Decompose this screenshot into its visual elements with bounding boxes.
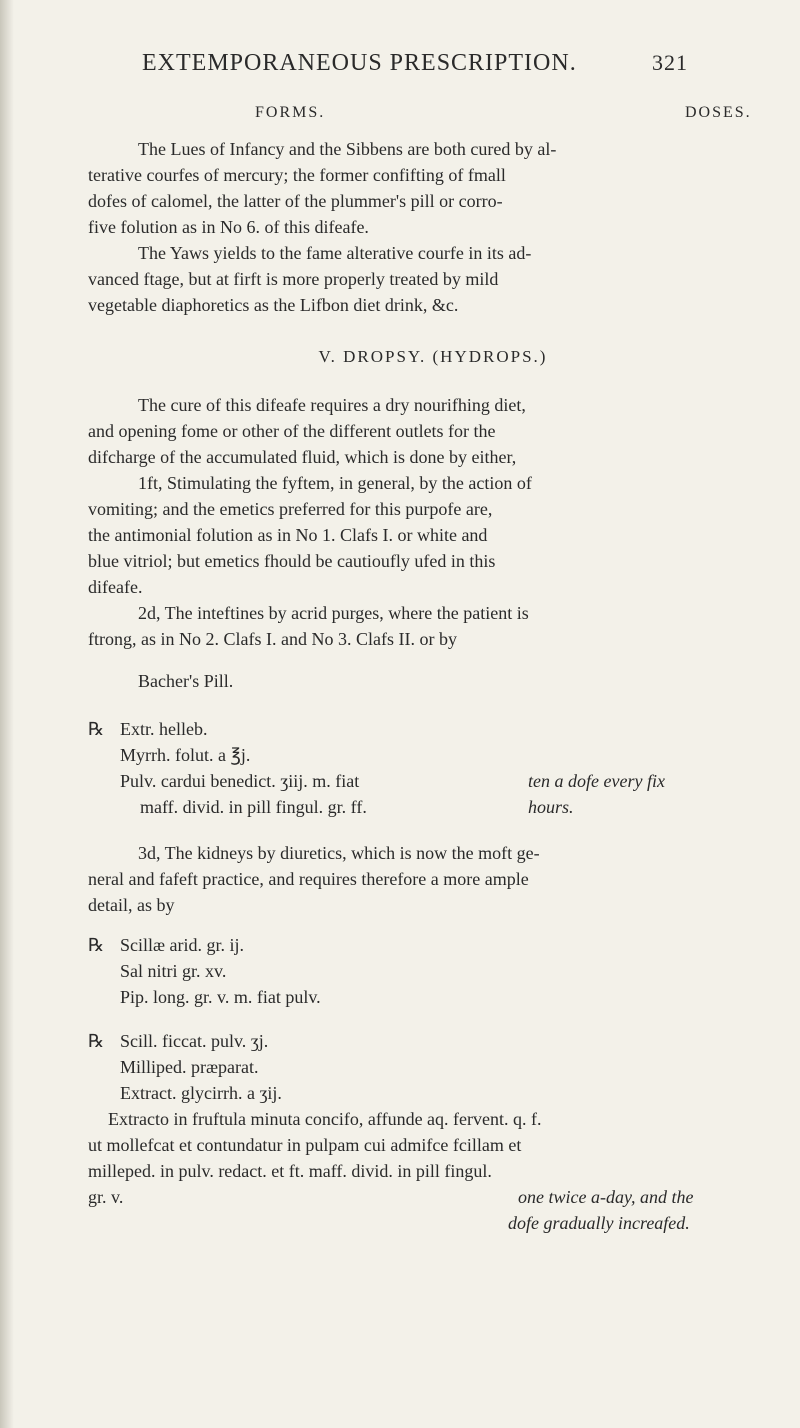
recipe-line: milleped. in pulv. redact. et ft. maff. divid. in pill fingul.: [88, 1161, 492, 1181]
paragraph-line: 2d, The inteftines by acrid purges, where the patient is: [138, 603, 529, 623]
recipe-line: Myrrh. folut. a ℥j.: [120, 745, 251, 765]
section-title: V. DROPSY. (HYDROPS.): [318, 347, 548, 366]
recipe-line: maff. divid. in pill fingul. gr. ff.: [140, 797, 367, 817]
paragraph-line: The Yaws yields to the fame alterative courfe in its ad-: [138, 243, 532, 263]
paragraph-line: ftrong, as in No 2. Clafs I. and No 3. Clafs II. or by: [88, 629, 457, 649]
paragraph-line: and opening fome or other of the different outlets for the: [88, 421, 496, 441]
recipe-symbol: ℞: [88, 719, 105, 739]
recipe-line: Scillæ arid. gr. ij.: [120, 935, 244, 955]
recipe-line: gr. v.: [88, 1187, 124, 1207]
paragraph-line: 1ft, Stimulating the fyftem, in general, by the action of: [138, 473, 532, 493]
bachers-pill-label: Bacher's Pill.: [138, 671, 234, 691]
dose-note: dofe gradually increafed.: [508, 1213, 690, 1233]
body-text: [88, 136, 778, 1233]
recipe-line: Scill. ficcat. pulv. ʒj.: [120, 1031, 269, 1051]
forms-heading: FORMS.: [255, 104, 326, 121]
dose-note: one twice a-day, and the: [518, 1187, 694, 1207]
paragraph-line: neral and fafeft practice, and requires therefore a more ample: [88, 869, 529, 889]
recipe-line: Extract. glycirrh. a ʒij.: [120, 1083, 282, 1103]
page-edge-shadow: [0, 0, 14, 1428]
recipe-line: Extracto in fruftula minuta concifo, affunde aq. fervent. q. f.: [108, 1109, 542, 1129]
paragraph-line: difeafe.: [88, 577, 143, 597]
paragraph-line: vomiting; and the emetics preferred for this purpofe are,: [88, 499, 493, 519]
recipe-line: Pip. long. gr. v. m. fiat pulv.: [120, 987, 321, 1007]
recipe-line: Sal nitri gr. xv.: [120, 961, 227, 981]
paragraph-line: The cure of this difeafe requires a dry nourifhing diet,: [138, 395, 526, 415]
paragraph-line: five folution as in No 6. of this difeafe.: [88, 217, 369, 237]
doses-heading: DOSES.: [685, 104, 752, 121]
recipe-squill-powder: [88, 932, 778, 1010]
recipe-line: ut mollefcat et contundatur in pulpam cui admifce fcillam et: [88, 1135, 522, 1155]
paragraph-line: difcharge of the accumulated fluid, which is done by either,: [88, 447, 517, 467]
paragraph-line: blue vitriol; but emetics fhould be cautioufly ufed in this: [88, 551, 496, 571]
recipe-symbol: ℞: [88, 1031, 105, 1051]
dose-note: ten a dofe every fix: [528, 771, 665, 791]
paragraph-line: The Lues of Infancy and the Sibbens are both cured by al-: [138, 139, 557, 159]
paragraph-line: vanced ftage, but at firft is more properly treated by mild: [88, 269, 499, 289]
paragraph-line: dofes of calomel, the latter of the plummer's pill or corro-: [88, 191, 503, 211]
recipe-symbol: ℞: [88, 935, 105, 955]
recipe-line: Extr. helleb.: [120, 719, 208, 739]
running-title: EXTEMPORANEOUS PRESCRIPTION.: [142, 50, 577, 76]
recipe-squill-pill: [88, 1028, 778, 1233]
paragraph-line: vegetable diaphoretics as the Lifbon diet drink, &c.: [88, 295, 459, 315]
dose-note: hours.: [528, 797, 574, 817]
paragraph-line: the antimonial folution as in No 1. Clafs I. or white and: [88, 525, 488, 545]
paragraph-line: terative courfes of mercury; the former confifting of fmall: [88, 165, 506, 185]
recipe-line: Pulv. cardui benedict. ʒiij. m. fiat: [120, 771, 360, 791]
recipe-bachers-pill: [88, 716, 778, 820]
paragraph-line: detail, as by: [88, 895, 175, 915]
paragraph-line: 3d, The kidneys by diuretics, which is now the moft ge-: [138, 843, 540, 863]
page-number: 321: [652, 50, 688, 75]
recipe-line: Milliped. præparat.: [120, 1057, 259, 1077]
